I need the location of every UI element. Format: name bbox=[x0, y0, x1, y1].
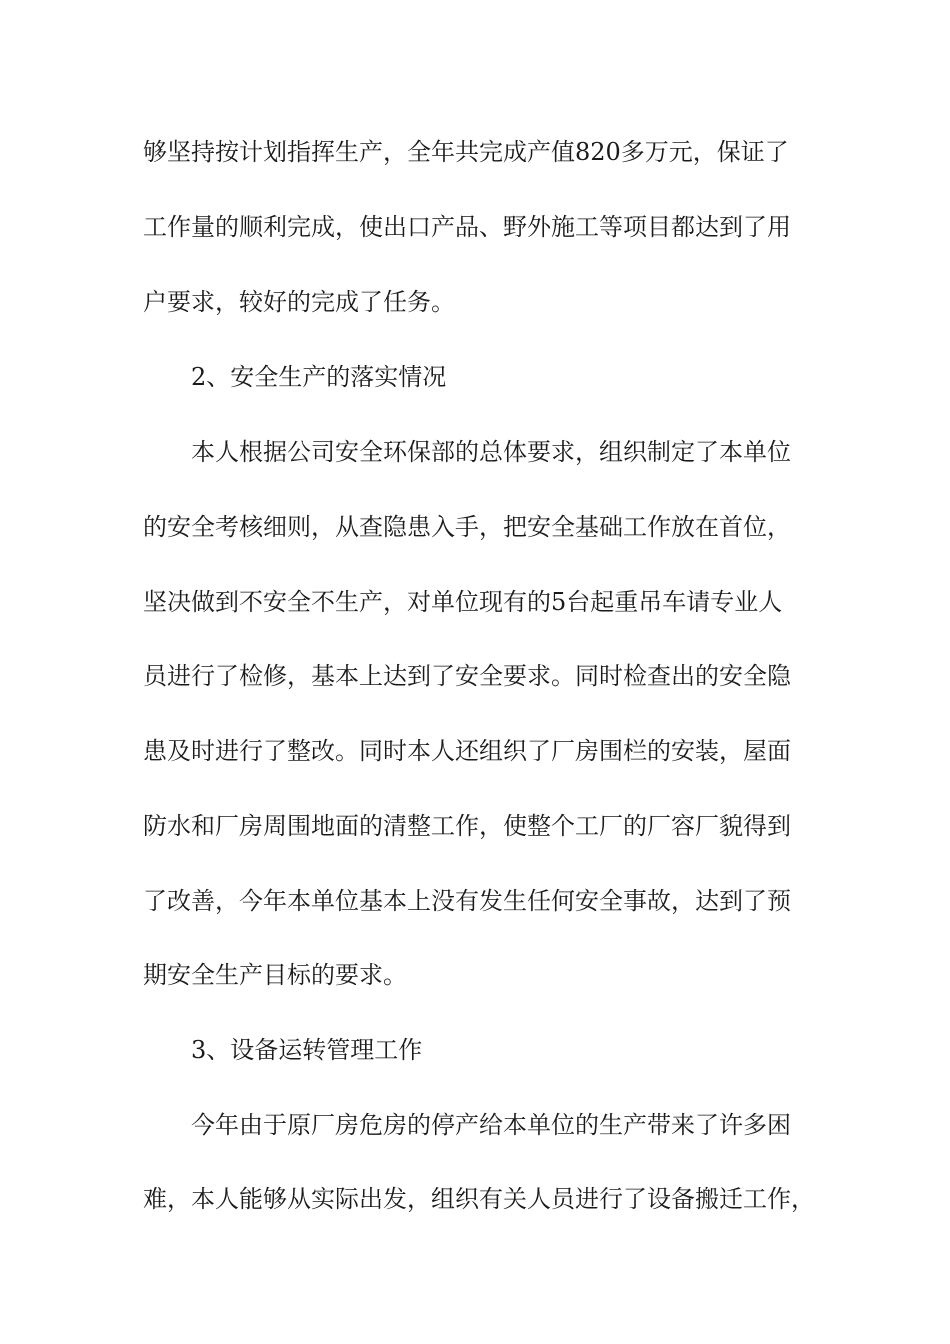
paragraph-line: 员进行了检修，基本上达到了安全要求。同时检查出的安全隐 bbox=[143, 662, 791, 690]
paragraph-line: 够坚持按计划指挥生产，全年共完成产值820多万元，保证了 bbox=[143, 138, 789, 166]
paragraph-line: 了改善，今年本单位基本上没有发生任何安全事故，达到了预 bbox=[143, 887, 791, 915]
paragraph-line: 工作量的顺利完成，使出口产品、野外施工等项目都达到了用 bbox=[143, 213, 791, 241]
section-heading: 3、设备运转管理工作 bbox=[191, 1036, 423, 1064]
paragraph-line: 本人根据公司安全环保部的总体要求，组织制定了本单位 bbox=[191, 438, 791, 466]
section-heading: 2、安全生产的落实情况 bbox=[191, 363, 447, 391]
paragraph-line: 户要求，较好的完成了任务。 bbox=[143, 288, 455, 316]
paragraph-line: 的安全考核细则，从查隐患入手，把安全基础工作放在首位， bbox=[143, 513, 791, 541]
paragraph-line: 期安全生产目标的要求。 bbox=[143, 961, 407, 989]
paragraph-line: 难，本人能够从实际出发，组织有关人员进行了设备搬迁工作， bbox=[143, 1185, 815, 1213]
paragraph-line: 防水和厂房周围地面的清整工作，使整个工厂的厂容厂貌得到 bbox=[143, 812, 791, 840]
paragraph-line: 今年由于原厂房危房的停产给本单位的生产带来了许多困 bbox=[191, 1111, 791, 1139]
paragraph-line: 坚决做到不安全不生产，对单位现有的5台起重吊车请专业人 bbox=[143, 588, 783, 616]
paragraph-line: 患及时进行了整改。同时本人还组织了厂房围栏的安装，屋面 bbox=[143, 737, 791, 765]
